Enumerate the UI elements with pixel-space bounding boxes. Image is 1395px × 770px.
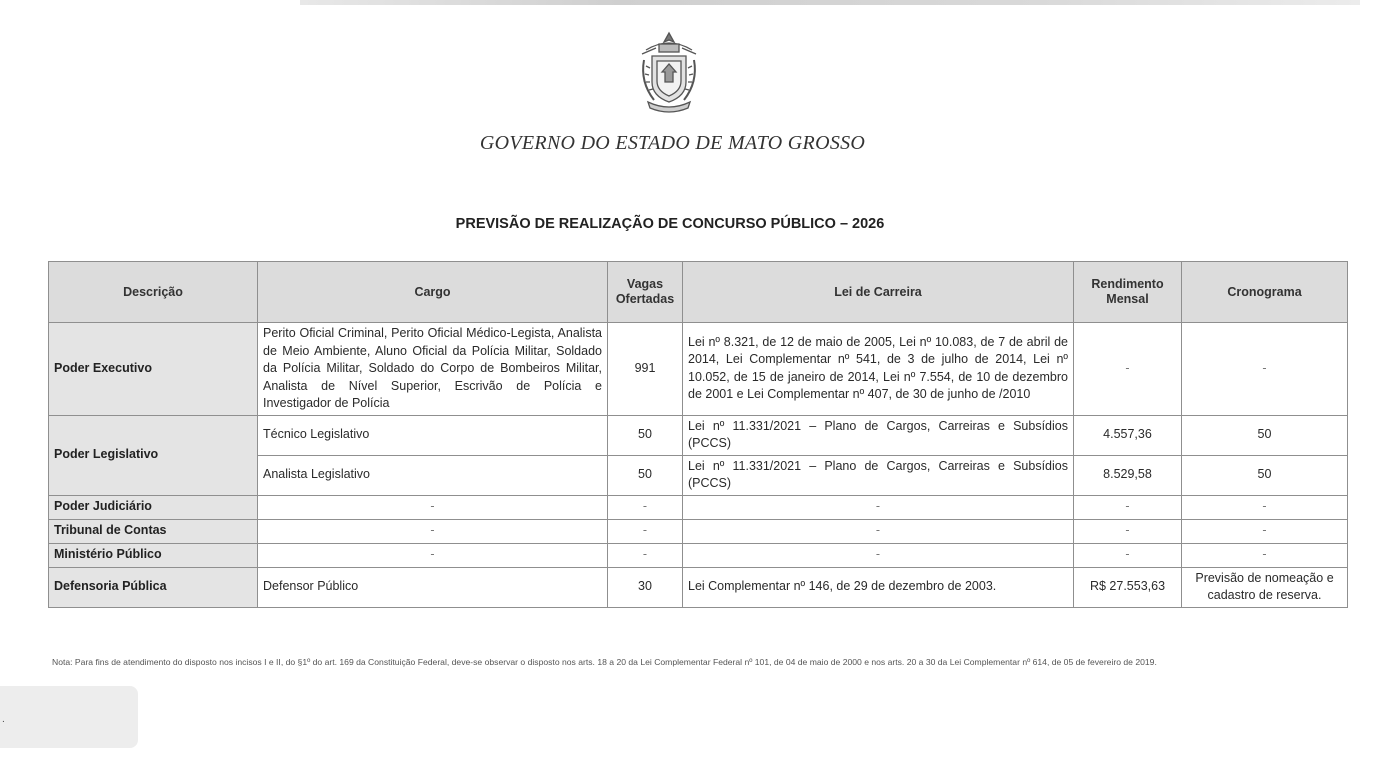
header-rendimento-line1: Rendimento xyxy=(1091,277,1164,291)
header-rendimento xyxy=(1074,262,1182,323)
top-scan-border xyxy=(300,0,1360,5)
executivo-cargo: Perito Oficial Criminal, Perito Oficial Médico-Legista, Analista de Meio Ambiente, Aluno Oficial da Polícia Militar, Soldado da Polícia Militar, Soldado do Corpo de Bombeiros Militar, Analista de Nível Superior, Escrivão de Polícia e Investigador de Polícia xyxy=(258,323,608,416)
legislativo-cargo-2: Analista Legislativo xyxy=(258,455,608,495)
defensoria-vagas: 30 xyxy=(608,567,683,607)
contas-vagas: - xyxy=(608,519,683,543)
legislativo-vagas-1: 50 xyxy=(608,415,683,455)
legislativo-cronograma-1: 50 xyxy=(1182,415,1348,455)
overlay-card[interactable] xyxy=(0,686,138,748)
legislativo-rendimento-1: 4.557,36 xyxy=(1074,415,1182,455)
judiciario-vagas: - xyxy=(608,495,683,519)
ministerio-descricao: Ministério Público xyxy=(49,543,258,567)
state-coat-of-arms-icon xyxy=(636,30,702,114)
government-title: GOVERNO DO ESTADO DE MATO GROSSO xyxy=(479,132,866,154)
contas-rendimento: - xyxy=(1074,519,1182,543)
contas-cronograma: - xyxy=(1182,519,1348,543)
legislativo-cronograma-2: 50 xyxy=(1182,455,1348,495)
legislativo-rendimento-2: 8.529,58 xyxy=(1074,455,1182,495)
ministerio-vagas: - xyxy=(608,543,683,567)
header-descricao: Descrição xyxy=(49,262,258,323)
defensoria-cargo: Defensor Público xyxy=(258,567,608,607)
executivo-descricao: Poder Executivo xyxy=(49,323,258,416)
header-cargo: Cargo xyxy=(258,262,608,323)
header-vagas xyxy=(608,262,683,323)
header-vagas-line2: Ofertadas xyxy=(615,292,675,306)
executivo-lei: Lei nº 8.321, de 12 de maio de 2005, Lei nº 10.083, de 7 de abril de 2014, Lei Complementar nº 541, de 3 de julho de 2014, Lei nº 10.052, de 15 de janeiro de 2014, Lei nº 7.554, de 10 de dezembro de 2001 e Lei Complementar nº 407, de 30 de junho de /2010 xyxy=(683,323,1074,416)
executivo-rendimento: - xyxy=(1074,323,1182,416)
footnote: Nota: Para fins de atendimento do disposto nos incisos I e II, do §1º do art. 169 da Constituição Federal, deve-se observar o disposto nos arts. 18 a 20 da Lei Complementar Federal nº 101, de 04 de maio de 2000 e nos arts. 20 a 30 da Lei Complementar nº 614, de 05 de fevereiro de 2019. xyxy=(52,657,1157,667)
judiciario-lei: - xyxy=(683,495,1074,519)
table-row-tecnico-legislativo xyxy=(49,415,1348,455)
ministerio-lei: - xyxy=(683,543,1074,567)
header-lei: Lei de Carreira xyxy=(683,262,1074,323)
executivo-vagas: 991 xyxy=(608,323,683,416)
defensoria-descricao: Defensoria Pública xyxy=(49,567,258,607)
ministerio-cargo: - xyxy=(258,543,608,567)
overlay-dot: . xyxy=(2,714,5,725)
header-rendimento-line2: Mensal xyxy=(1106,292,1149,306)
table-row-executivo xyxy=(49,323,1348,416)
defensoria-rendimento: R$ 27.553,63 xyxy=(1074,567,1182,607)
contas-lei: - xyxy=(683,519,1074,543)
judiciario-descricao: Poder Judiciário xyxy=(49,495,258,519)
legislativo-cargo-1: Técnico Legislativo xyxy=(258,415,608,455)
table-row-judiciario xyxy=(49,495,1348,519)
header-vagas-line1: Vagas xyxy=(626,277,664,291)
defensoria-lei: Lei Complementar nº 146, de 29 de dezembro de 2003. xyxy=(683,567,1074,607)
legislativo-lei-1: Lei nº 11.331/2021 – Plano de Cargos, Carreiras e Subsídios (PCCS) xyxy=(683,415,1074,455)
table-row-ministerio-publico xyxy=(49,543,1348,567)
judiciario-rendimento: - xyxy=(1074,495,1182,519)
contas-cargo: - xyxy=(258,519,608,543)
document-title: PREVISÃO DE REALIZAÇÃO DE CONCURSO PÚBLICO – 2026 xyxy=(455,216,885,232)
concurso-table xyxy=(48,261,1348,608)
table-row-defensoria xyxy=(49,567,1348,607)
ministerio-rendimento: - xyxy=(1074,543,1182,567)
executivo-cronograma: - xyxy=(1182,323,1348,416)
legislativo-descricao: Poder Legislativo xyxy=(49,415,258,495)
defensoria-cronograma: Previsão de nomeação e cadastro de reserva. xyxy=(1182,567,1348,607)
table-header-row xyxy=(49,262,1348,323)
legislativo-lei-2: Lei nº 11.331/2021 – Plano de Cargos, Carreiras e Subsídios (PCCS) xyxy=(683,455,1074,495)
legislativo-vagas-2: 50 xyxy=(608,455,683,495)
header-cronograma: Cronograma xyxy=(1182,262,1348,323)
judiciario-cargo: - xyxy=(258,495,608,519)
table-row-tribunal-contas xyxy=(49,519,1348,543)
judiciario-cronograma: - xyxy=(1182,495,1348,519)
ministerio-cronograma: - xyxy=(1182,543,1348,567)
contas-descricao: Tribunal de Contas xyxy=(49,519,258,543)
